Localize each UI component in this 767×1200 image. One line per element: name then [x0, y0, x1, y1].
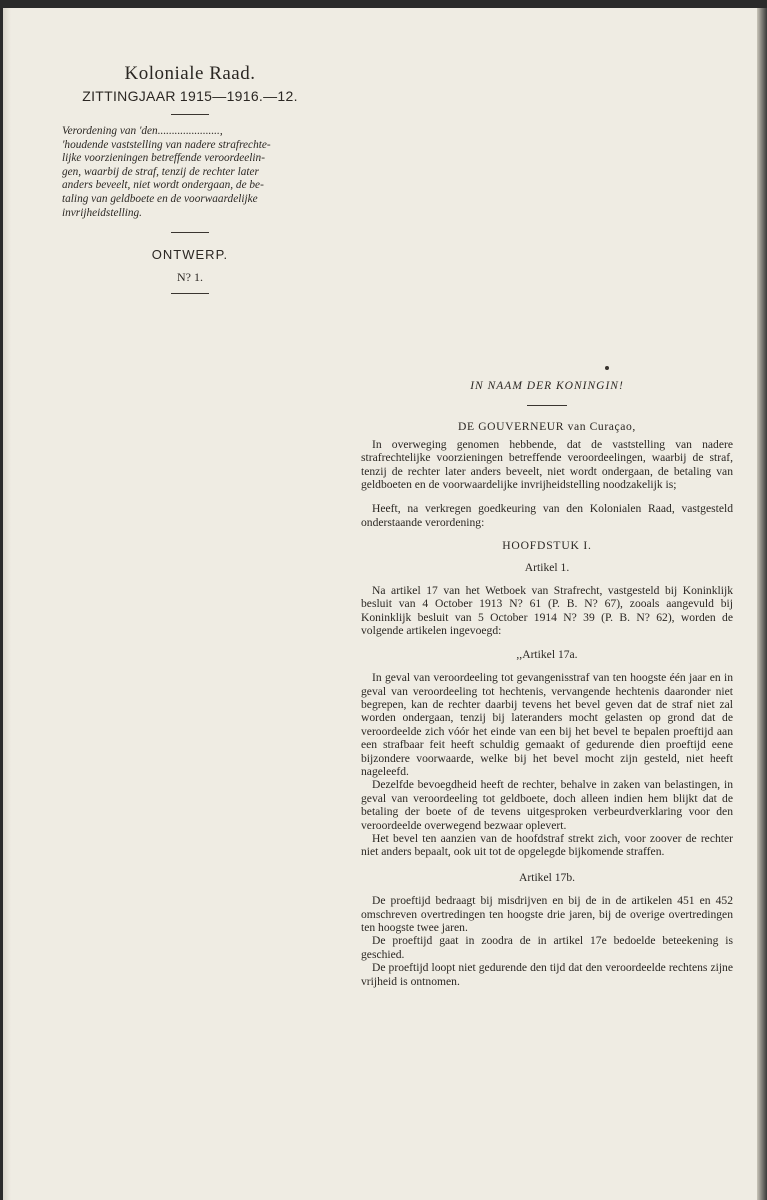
article-paragraph: Het bevel ten aanzien van de hoofdstraf strekt zich, voor zoover de rechter niet anders bepaalt, ook uit tot de opgelegde bijkomende straffen.: [361, 831, 733, 859]
page-edge: [757, 8, 767, 1200]
governor-line: DE GOUVERNEUR van Curaçao,: [458, 420, 636, 434]
ordinance-body: [361, 380, 733, 988]
left-column: [62, 62, 318, 304]
session-year: ZITTINGJAAR 1915—1916.—12.: [82, 88, 298, 104]
article-paragraph: In geval van veroordeeling tot gevangenisstraf van ten hoogste één jaar en in geval van veroordeeling tot hechtenis, vervangende hechtenis daaronder niet begrepen, kan de rechter daarbij tevens het bevel geven dat de straf niet zal worden ondergaan, tenzij bij lateranders mocht gelasten op grond dat de veroordeelde zich vóór het einde van een bij het bevel te bepalen proeftijd aan een strafbaar feit heeft schuldig gemaakt of gedurende dien proeftijd eene bijzondere voorwaarde, welke bij het bevel mocht zijn gesteld, niet heeft nageleefd.: [361, 671, 733, 778]
article-paragraph: De proeftijd bedraagt bij misdrijven en bij de in de artikelen 451 en 452 omschreven overtredingen ten hoogste drie jaren, bij de overige overtredingen ten hoogste twee jaren.: [361, 894, 733, 934]
article-paragraph: Dezelfde bevoegdheid heeft de rechter, behalve in zaken van belastingen, in geval van veroordeeling tot geldboete, doch alleen indien hem blijkt dat de betaling der boete of de tevens uitgesproken verbeurdverklaring voor den veroordeelde overwegend bezwaar oplevert.: [361, 778, 733, 832]
article-heading: ,,Artikel 17a.: [516, 647, 578, 661]
article-paragraph: Na artikel 17 van het Wetboek van Strafrecht, vastgesteld bij Koninklijk besluit van 4 October 1913 N? 61 (P. B. N? 67), zooals aangevuld bij Koninklijk besluit van 5 October 1914 N? 39 (P. B. N? 62), worden de volgende artikelen ingevoegd:: [361, 584, 733, 638]
draft-label: ONTWERP.: [151, 247, 229, 263]
abstract-line: invrijheidstelling.: [62, 206, 143, 219]
article-heading: Artikel 1.: [524, 560, 570, 574]
ordinance-abstract: [62, 125, 312, 220]
article-heading: Artikel 17b.: [518, 870, 576, 884]
abstract-line: Verordening van 'den......................,: [62, 125, 223, 137]
ink-dot: [605, 366, 609, 370]
council-title: Koloniale Raad.: [124, 63, 256, 84]
divider: [527, 405, 567, 406]
article-paragraph: De proeftijd gaat in zoodra de in artikel 17e bedoelde beteekening is geschied.: [361, 934, 733, 961]
divider: [171, 293, 209, 294]
abstract-line: gen, waarbij de straf, tenzij de rechter later: [62, 165, 259, 178]
page-shadow: [3, 8, 11, 1200]
abstract-line: anders beveelt, niet wordt ondergaan, de be-: [62, 179, 264, 192]
chapter-heading: HOOFDSTUK I.: [502, 539, 592, 553]
draft-number: N? 1.: [177, 270, 203, 285]
abstract-line: lijke voorzieningen betreffende veroordeelin-: [62, 152, 265, 165]
invocation: IN NAAM DER KONINGIN!: [470, 380, 624, 392]
enactment-paragraph: Heeft, na verkregen goedkeuring van den Kolonialen Raad, vastgesteld onderstaande verordening:: [361, 502, 733, 529]
divider: [171, 114, 209, 115]
abstract-line: 'houdende vaststelling van nadere strafrechte-: [62, 138, 271, 151]
abstract-line: taling van geldboete en de voorwaardelijke: [62, 192, 258, 205]
considering-paragraph: In overweging genomen hebbende, dat de vaststelling van nadere strafrechtelijke voorzieningen betreffende veroordeelingen, waarbij de straf, tenzij de rechter later anders beveelt, niet wordt ondergaan, de betaling van geldboeten en de voorwaardelijke invrijheidstelling noodzakelijk is;: [361, 437, 733, 492]
article-paragraph: De proeftijd loopt niet gedurende den tijd dat den veroordeelde rechtens zijne vrijheid is ontnomen.: [361, 961, 733, 988]
divider: [171, 232, 209, 233]
